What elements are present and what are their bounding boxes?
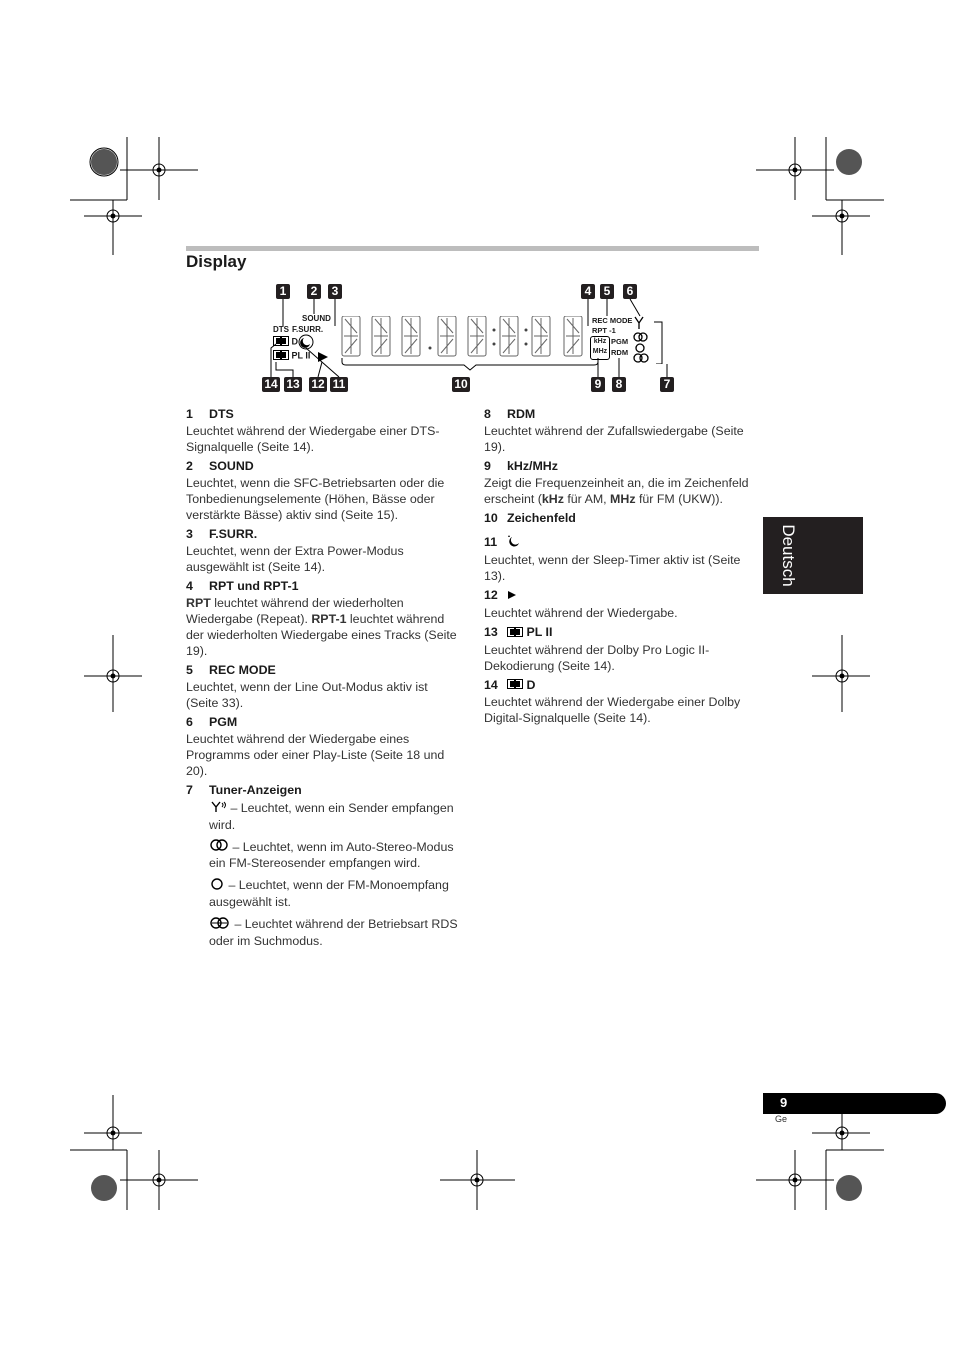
item-text: Leuchtet während der Wiedergabe einer Dolby Digital-Signalquelle (Seite 14). (484, 695, 741, 726)
left-column (186, 406, 462, 952)
page-title: Display (186, 252, 247, 271)
item-heading: RPT und RPT-1 (209, 579, 299, 593)
label-khz: kHz (593, 338, 607, 345)
display-diagram (260, 282, 680, 397)
item-heading: D (526, 677, 536, 692)
item-text: Leuchtet während der Wiedergabe eines Programms oder einer Play-Liste (Seite 18 und 20). (186, 732, 445, 778)
item-heading: SOUND (209, 459, 254, 473)
callout-4: 4 (581, 284, 595, 299)
item-number: 8 (484, 407, 491, 421)
stereo-icon (209, 839, 229, 855)
label-rpt-text: RPT (592, 326, 607, 335)
tuner-item: – Leuchtet, wenn der FM-Monoempfang ausgewählt ist. (209, 878, 449, 910)
page-number-bar (763, 1093, 946, 1114)
language-tab-label: Deutsch (779, 524, 798, 587)
section-rule (186, 246, 759, 251)
sleep-icon (507, 534, 521, 551)
page-language-code: Ge (775, 1114, 788, 1124)
item-number: 10 (484, 511, 498, 525)
callout-5: 5 (600, 284, 614, 299)
callout-9: 9 (591, 377, 605, 392)
item-heading: kHz/MHz (507, 459, 558, 473)
list-item (484, 587, 760, 621)
item-number: 6 (186, 715, 193, 729)
item-heading: F.SURR. (209, 527, 258, 541)
item-number: 4 (186, 579, 193, 593)
tuner-item: – Leuchtet, wenn im Auto-Stereo-Modus ein FM-Stereosender empfangen wird. (209, 839, 454, 871)
label-d: D (291, 336, 299, 347)
item-heading: Zeichenfeld (507, 511, 576, 525)
item-number: 9 (484, 459, 491, 473)
callout-8: 8 (612, 377, 626, 392)
callout-14: 14 (262, 377, 280, 392)
list-item (484, 510, 760, 526)
callout-7: 7 (660, 377, 674, 392)
item-heading: PL II (526, 624, 553, 639)
list-item (186, 458, 462, 523)
callout-10: 10 (452, 377, 470, 392)
item-number: 13 (484, 624, 498, 639)
label-pgm: PGM (611, 337, 629, 346)
tuner-item: – Leuchtet, wenn ein Sender empfangen wird. (209, 801, 454, 832)
item-text: Leuchtet, wenn der Line Out-Modus aktiv ist (Seite 33). (186, 680, 428, 710)
item-number: 12 (484, 588, 498, 603)
item-heading: REC MODE (209, 663, 276, 677)
item-heading: PGM (209, 715, 238, 729)
label-mhz: MHz (592, 348, 608, 355)
label-rpt1-text: -1 (609, 326, 616, 335)
list-item (484, 624, 760, 674)
item-number: 11 (484, 535, 498, 549)
play-icon (507, 588, 517, 604)
item-number: 5 (186, 663, 193, 677)
item-number: 14 (484, 677, 498, 692)
language-tab (763, 517, 863, 594)
callout-12: 12 (309, 377, 327, 392)
label-rdm: RDM (611, 348, 629, 357)
callout-1: 1 (276, 284, 290, 299)
item-number: 3 (186, 527, 193, 541)
list-item (484, 458, 760, 507)
item-text: Zeigt die Frequenzeinheit an, die im Zeichenfeld erscheint (kHz für AM, MHz für FM (UKW)). (484, 476, 749, 506)
list-item (484, 534, 760, 584)
mono-icon (209, 878, 225, 894)
item-number: 7 (186, 783, 193, 797)
item-text: Leuchtet, wenn der Extra Power-Modus ausgewählt ist (Seite 14). (186, 544, 404, 574)
dolby-icon (507, 677, 523, 693)
list-item (484, 406, 760, 455)
item-heading: RDM (507, 407, 536, 421)
label-sound: SOUND (302, 314, 331, 323)
right-column (484, 406, 760, 729)
list-item (186, 526, 462, 575)
list-item (186, 578, 462, 659)
callout-3: 3 (328, 284, 342, 299)
item-text: RPT leuchtet während der wiederholten Wiedergabe (Repeat). RPT-1 leuchtet während der wiederholten Wiedergabe eines Tracks (Seite 19). (186, 596, 457, 658)
rds-icon (209, 917, 231, 933)
leader-lines (260, 282, 680, 397)
pl-ii-mark: II (305, 350, 311, 361)
callout-11: 11 (330, 377, 348, 392)
callout-2: 2 (307, 284, 321, 299)
item-heading: Tuner-Anzeigen (209, 783, 302, 797)
item-text: Leuchtet während der Wiedergabe einer DTS-Signalquelle (Seite 14). (186, 424, 440, 454)
label-dts: DTS (273, 325, 289, 334)
item-heading: DTS (209, 407, 234, 421)
item-text: Leuchtet, wenn die SFC-Betriebsarten oder die Tonbedienungselemente (Höhen, Bässe oder verstärkte Bässe) aktiv sind (Seite 15). (186, 476, 445, 522)
list-item (484, 677, 760, 727)
label-fsurr: F.SURR. (292, 325, 324, 334)
item-text: Leuchtet während der Zufallswiedergabe (Seite 19). (484, 424, 744, 454)
callout-13: 13 (284, 377, 302, 392)
dolby-icon (507, 625, 523, 641)
item-text: Leuchtet während der Dolby Pro Logic II-Dekodierung (Seite 14). (484, 642, 710, 673)
item-text: Leuchtet, wenn der Sleep-Timer aktiv ist (Seite 13). (484, 553, 741, 584)
label-rec-mode: REC MODE (592, 316, 633, 325)
tuner-item: – Leuchtet während der Betriebsart RDS oder im Suchmodus. (209, 917, 458, 948)
item-text: Leuchtet während der Wiedergabe. (484, 605, 678, 620)
list-item (186, 782, 462, 949)
antenna-icon (209, 801, 227, 817)
callout-6: 6 (623, 284, 637, 299)
page-number: 9 (780, 1095, 788, 1110)
list-item (186, 714, 462, 779)
item-number: 1 (186, 407, 193, 421)
list-item (186, 406, 462, 455)
item-number: 2 (186, 459, 193, 473)
list-item (186, 662, 462, 711)
label-pl: PL (291, 350, 303, 361)
